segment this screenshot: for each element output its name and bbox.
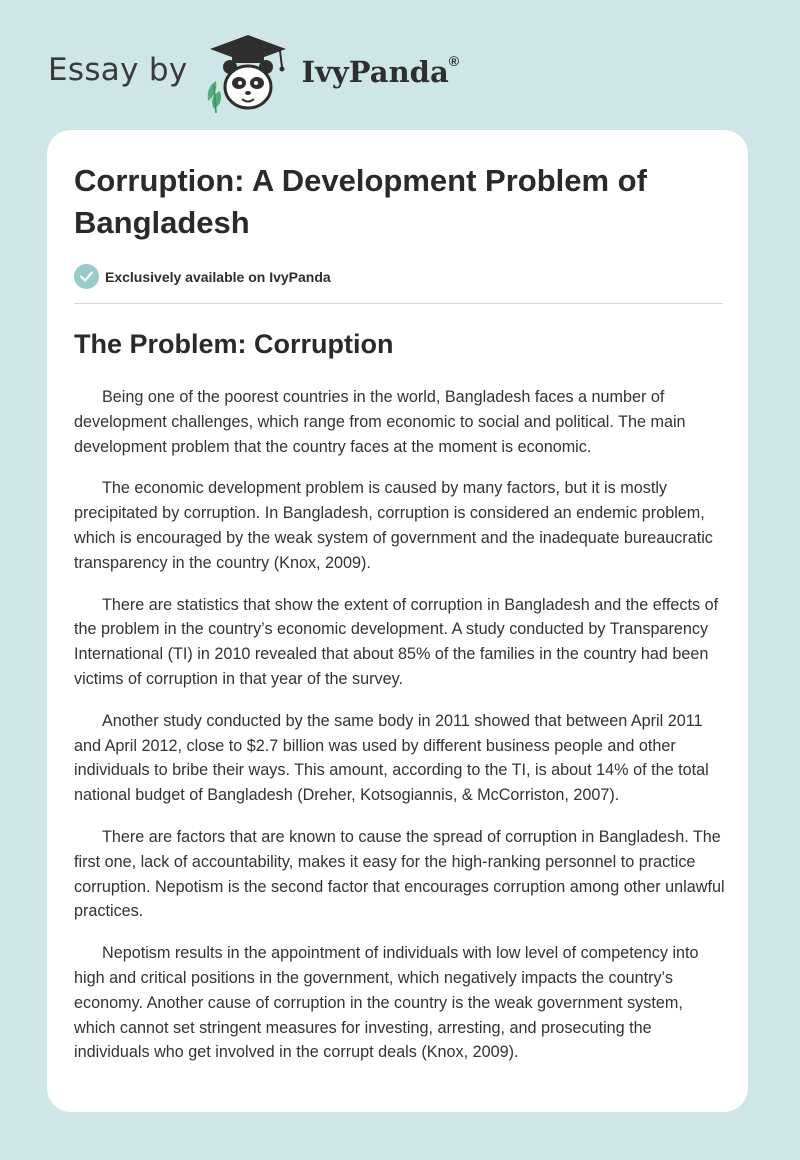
paragraph: Nepotism results in the appointment of individuals with low level of competency into high and critical positions in the government, which negatively impacts the country’s economy. Another cause of corruption in the country is the weak government system, which cannot set stringent measures for investing, arresting, and prosecuting the individuals who get involved in the corrupt deals (Knox, 2009). — [74, 944, 699, 1062]
check-icon — [74, 264, 99, 289]
brand-name[interactable] — [302, 55, 460, 89]
site-header — [48, 28, 459, 118]
article-card — [47, 130, 748, 1112]
divider — [74, 303, 723, 304]
paragraph: Being one of the poorest countries in the world, Bangladesh faces a number of development challenges, which range from economic to social and political. The main development problem that the country faces at the moment is economic. — [74, 388, 686, 456]
brand-text: IvyPanda — [301, 55, 449, 89]
essay-by-label: Essay by — [48, 52, 188, 88]
paragraph: Another study conducted by the same body in 2011 showed that between April 2011 and April 2012, close to $2.7 billion was used by different business people and other individuals to bribe their ways. This amount, according to the TI, is about 14% of the total national budget of Bangladesh (Dreher, Kotsogiannis, & McCorriston, 2007). — [74, 711, 709, 805]
paragraph: There are factors that are known to cause the spread of corruption in Bangladesh. The first one, lack of accountability, makes it easy for the high-ranking personnel to practice corruption. Nepotism is the second factor that encourages corruption among other unlawful practices. — [74, 827, 725, 921]
article-body — [74, 385, 726, 1082]
paragraph: The economic development problem is caused by many factors, but it is mostly precipitated by corruption. In Bangladesh, corruption is considered an endemic problem, which is encouraged by the weak system of government and the inadequate bureaucratic transparency in the country (Knox, 2009). — [74, 479, 713, 572]
exclusive-badge — [74, 264, 331, 289]
panda-logo-icon[interactable] — [202, 31, 294, 115]
badge-label: Exclusively available on IvyPanda — [105, 268, 331, 285]
section-heading: The Problem: Corruption — [74, 329, 394, 359]
paragraph: There are statistics that show the extent of corruption in Bangladesh and the effects of the problem in the country’s economic development. A study conducted by Transparency International (TI) in 2010 revealed that about 85% of the families in the country had been victims of corruption in that year of the survey. — [74, 595, 719, 688]
registered-mark: ® — [448, 53, 460, 69]
article-title: Corruption: A Development Problem of Bangladesh — [74, 163, 647, 240]
